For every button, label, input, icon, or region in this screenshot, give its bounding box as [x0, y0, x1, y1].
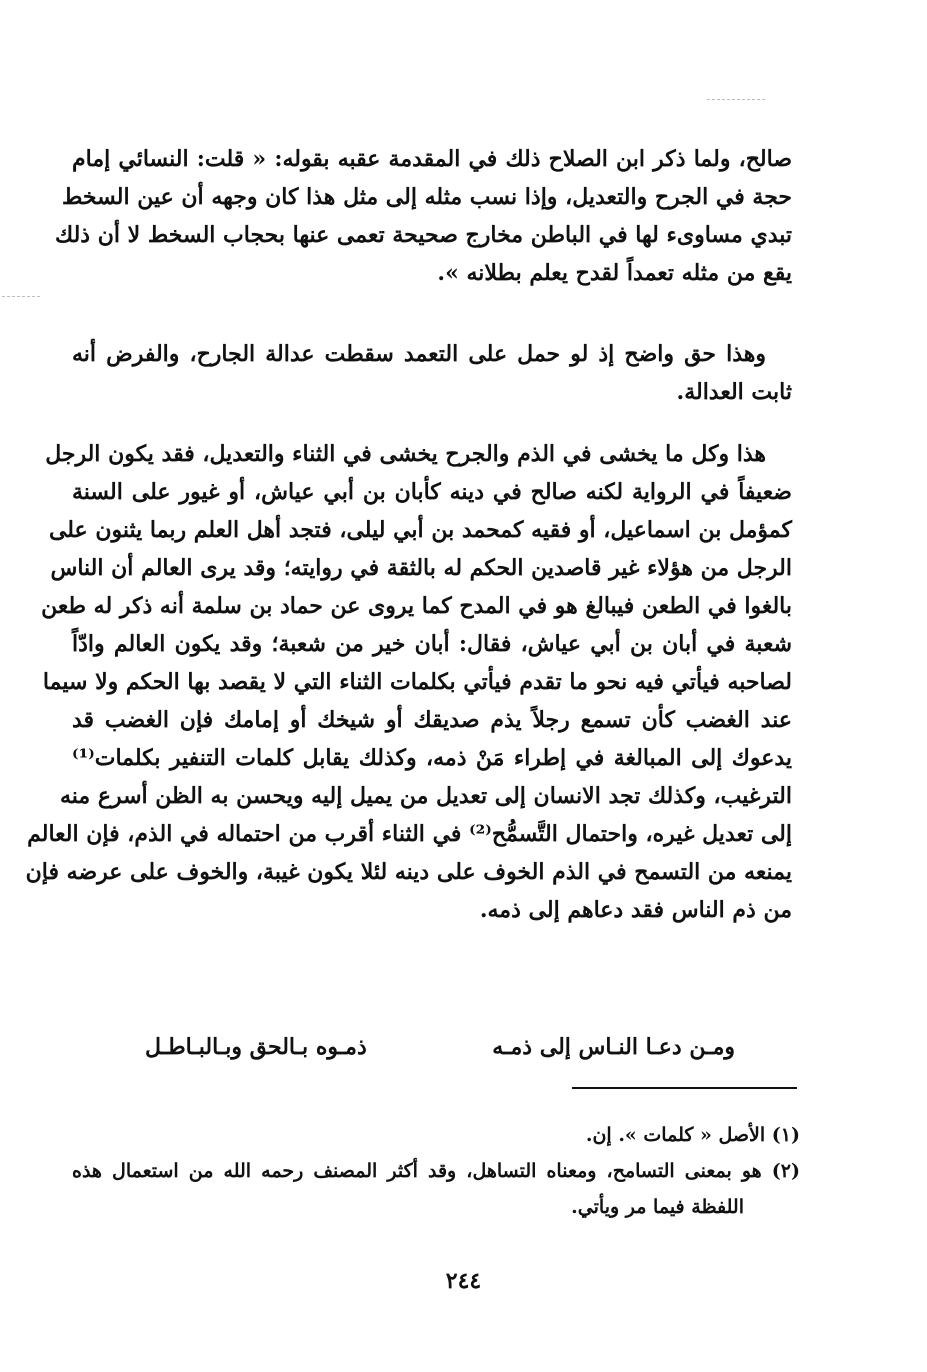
verse-second-hemistich: ذمـوه بـالحق وبـالبـاطـل — [145, 1034, 367, 1060]
text-line: يمنعه من التسمح في الذم الخوف على دينه لئلا يكون غيبة، والخوف على عرضه فإن — [25, 859, 792, 885]
text-line: شعبة في أبان بن أبي عياش، فقال: أبان خير من شعبة؛ وقد يكون العالم وادّاً — [72, 631, 792, 657]
text-line: وهذا حق واضح إذ لو حمل على التعمد سقطت عدالة الجارح، والفرض أنه — [72, 341, 766, 367]
text-line: كمؤمل بن اسماعيل، أو فقيه كمحمد بن أبي ليلى، فتجد أهل العلم ربما يثنون على — [48, 517, 792, 543]
verse-first-hemistich: ومـن دعـا النـاس إلى ذمـه — [492, 1034, 735, 1060]
text-line: يقع من مثله تعمداً لقدح يعلم بطلانه ». — [437, 260, 792, 286]
footnote-1: (١) الأصل « كلمات ». إن. — [585, 1124, 800, 1146]
footnote-2-continuation: اللفظة فيما مر ويأتي. — [571, 1196, 744, 1218]
text-line: ثابت العدالة. — [676, 379, 792, 405]
text-line: إلى تعديل غيره، واحتمال التَّسمُّح⁽²⁾ في الثناء أقرب من احتماله في الذم، فإن العالم — [27, 821, 792, 847]
scan-artifact-left — [2, 296, 40, 297]
footnote-separator — [572, 1087, 797, 1089]
footnotes — [72, 1117, 800, 1225]
text-line: الرجل من هؤلاء غير قاصدين الحكم له بالثقة في روايته؛ وقد يرى العالم أن الناس — [50, 555, 792, 581]
text-line: صالح، ولما ذكر ابن الصلاح ذلك في المقدمة عقبه بقوله: « قلت: النسائي إمام — [72, 146, 792, 172]
text-line: تبدي مساوىء لها في الباطن مخارج صحيحة تعمى عنها بحجاب السخط لا أن ذلك — [55, 222, 792, 248]
paragraph-2 — [72, 335, 792, 411]
text-line: من ذم الناس فقد دعاهم إلى ذمه. — [479, 897, 792, 923]
paragraph-1 — [55, 140, 792, 292]
text-line: عند الغضب كأن تسمع رجلاً يذم صديقك أو شيخك أو إمامك فإن الغضب قد — [72, 707, 792, 733]
scan-artifact-top — [707, 99, 765, 100]
text-line: بالغوا في الطعن فيبالغ هو في المدح كما يروى عن حماد بن سلمة أنه ذكر له طعن — [41, 593, 792, 619]
text-line: الترغيب، وكذلك تجد الانسان إلى تعديل من يميل إليه ويحسن به الظن أسرع منه — [59, 783, 792, 809]
text-line: هذا وكل ما يخشى في الذم والجرح يخشى في الثناء والتعديل، فقد يكون الرجل — [45, 441, 766, 467]
text-line: ضعيفاً في الرواية لكنه صالح في دينه كأبان بن أبي عياش، أو غيور على السنة — [72, 479, 792, 505]
poetry-verse — [145, 1028, 735, 1066]
page-number: ٢٤٤ — [445, 1268, 482, 1294]
paragraph-3 — [25, 435, 792, 929]
text-line: يدعوك إلى المبالغة في إطراء مَنْ ذمه، وكذلك يقابل كلمات التنفير بكلمات⁽¹⁾ — [72, 745, 792, 771]
text-line: حجة في الجرح والتعديل، وإذا نسب مثله إلى مثل هذا كان وجهه أن عين السخط — [62, 184, 792, 210]
text-line: لصاحبه فيأتي فيه نحو ما تقدم فيأتي بكلمات الثناء التي لا يقصد بها الحكم ولا سيما — [42, 669, 792, 695]
footnote-2: (٢) هو بمعنى التسامح، ومعناه التساهل، وقد أكثر المصنف رحمه الله من استعمال هذه — [72, 1160, 800, 1182]
